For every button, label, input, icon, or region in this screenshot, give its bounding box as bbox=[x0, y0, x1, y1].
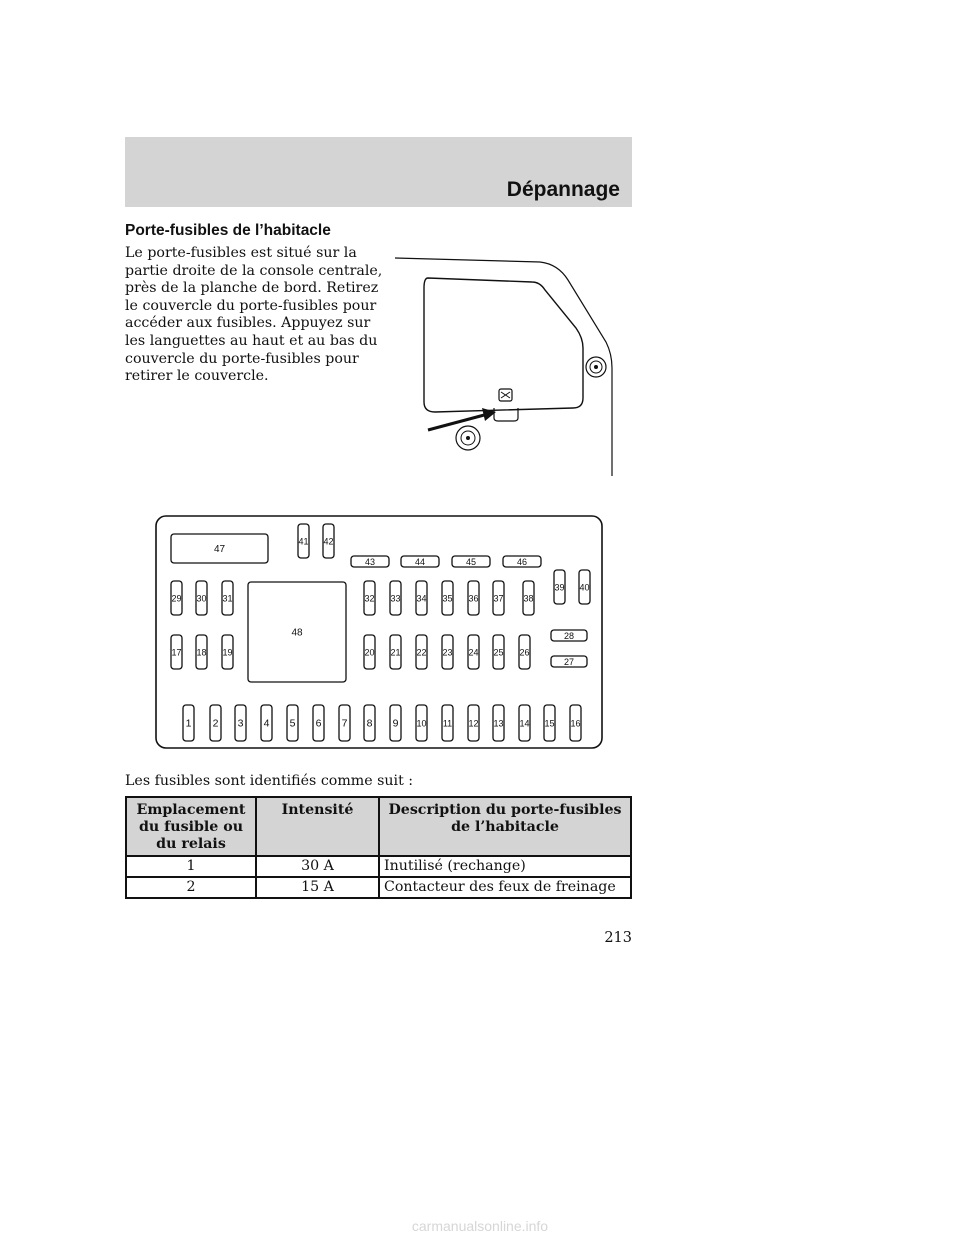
fuse-slot-21 bbox=[390, 635, 401, 669]
fuse-label: 47 bbox=[213, 544, 226, 555]
cell-location: 2 bbox=[126, 877, 256, 898]
cell-description: Contacteur des feux de freinage bbox=[379, 877, 631, 898]
fuse-label: 17 bbox=[171, 647, 182, 658]
fuse-cover-illustration bbox=[380, 250, 620, 480]
release-tab-icon bbox=[499, 389, 512, 401]
fuse-label: 35 bbox=[442, 593, 453, 604]
fuse-label: 38 bbox=[523, 593, 534, 604]
fuse-slot-19 bbox=[222, 635, 233, 669]
fuse-slot-20 bbox=[364, 635, 375, 669]
fuse-slot-3 bbox=[235, 705, 246, 741]
header-band bbox=[125, 137, 632, 207]
fuse-slot-40 bbox=[579, 570, 590, 604]
fuse-slot-16 bbox=[570, 705, 581, 741]
table-header-row bbox=[126, 797, 631, 856]
fuse-slot-36 bbox=[468, 581, 479, 615]
fuse-slot-33 bbox=[390, 581, 401, 615]
fuse-label: 14 bbox=[519, 718, 530, 729]
fuse-label: 32 bbox=[364, 593, 375, 604]
fuse-slot-35 bbox=[442, 581, 453, 615]
fuse-label: 25 bbox=[493, 647, 504, 658]
table-row bbox=[126, 856, 631, 877]
fuse-slot-22 bbox=[416, 635, 427, 669]
fuse-slot-27 bbox=[551, 656, 587, 667]
fuse-slot-8 bbox=[364, 705, 375, 741]
screw-head-icon bbox=[586, 357, 606, 377]
fuse-slot-4 bbox=[261, 705, 272, 741]
fuse-slot-30 bbox=[196, 581, 207, 615]
fuse-label: 44 bbox=[414, 557, 426, 567]
fuse-slot-39 bbox=[554, 570, 565, 604]
fuse-label: 45 bbox=[465, 557, 477, 567]
fuse-table bbox=[125, 796, 632, 899]
fuse-slot-32 bbox=[364, 581, 375, 615]
fuse-slot-13 bbox=[493, 705, 504, 741]
fuse-slot-9 bbox=[390, 705, 401, 741]
fuse-slot-17 bbox=[171, 635, 182, 669]
fuse-slot-12 bbox=[468, 705, 479, 741]
fuse-slot-45 bbox=[452, 556, 490, 567]
fuse-label: 13 bbox=[493, 718, 504, 729]
fuse-label: 37 bbox=[493, 593, 504, 604]
fuse-label: 6 bbox=[315, 717, 322, 730]
fuse-slot-15 bbox=[544, 705, 555, 741]
fuse-slot-37 bbox=[493, 581, 504, 615]
fuse-label: 29 bbox=[171, 593, 182, 604]
fuse-label: 7 bbox=[341, 717, 348, 730]
fuse-label: 36 bbox=[468, 593, 479, 604]
cell-amperage: 15 A bbox=[256, 877, 379, 898]
fuse-label: 42 bbox=[323, 536, 334, 547]
fuse-label: 19 bbox=[222, 647, 233, 658]
fuse-label: 5 bbox=[289, 717, 296, 730]
fuse-slot-7 bbox=[339, 705, 350, 741]
fuse-slot-23 bbox=[442, 635, 453, 669]
screw-head-icon bbox=[456, 426, 480, 450]
fuse-label: 43 bbox=[364, 557, 376, 567]
cell-location: 1 bbox=[126, 856, 256, 877]
page-number: 213 bbox=[604, 930, 632, 946]
fuse-slot-44 bbox=[401, 556, 439, 567]
fuse-slot-25 bbox=[493, 635, 504, 669]
fuse-slot-42 bbox=[323, 524, 334, 558]
fuse-slot-11 bbox=[442, 705, 453, 741]
section-title: Dépannage bbox=[506, 178, 620, 201]
fuse-slot-31 bbox=[222, 581, 233, 615]
fuse-slot-24 bbox=[468, 635, 479, 669]
fuse-label: 15 bbox=[544, 718, 555, 729]
fuse-label: 27 bbox=[563, 657, 575, 667]
fuse-label: 31 bbox=[222, 593, 233, 604]
cell-description: Inutilisé (rechange) bbox=[379, 856, 631, 877]
fuse-slot-14 bbox=[519, 705, 530, 741]
table-row bbox=[126, 877, 631, 898]
header-description: Description du porte-fusibles de l’habitacle bbox=[379, 797, 631, 856]
fuse-slot-41 bbox=[298, 524, 309, 558]
fuse-label: 28 bbox=[563, 631, 575, 641]
fuse-label: 30 bbox=[196, 593, 207, 604]
fuse-label: 24 bbox=[468, 647, 479, 658]
header-location: Emplacement du fusible ou du relais bbox=[126, 797, 256, 856]
fuse-label: 46 bbox=[516, 557, 528, 567]
watermark: carmanualsonline.info bbox=[411, 1218, 549, 1234]
fuse-label: 20 bbox=[364, 647, 375, 658]
fuse-label: 21 bbox=[390, 647, 401, 658]
fuse-label: 1 bbox=[185, 717, 192, 730]
subheading: Porte-fusibles de l’habitacle bbox=[125, 222, 331, 239]
fuse-label: 41 bbox=[298, 536, 309, 547]
fuse-label: 23 bbox=[442, 647, 453, 658]
fuse-label: 11 bbox=[442, 718, 453, 729]
fuse-label: 4 bbox=[263, 717, 270, 730]
fuse-label: 9 bbox=[392, 717, 399, 730]
fuse-slot-18 bbox=[196, 635, 207, 669]
fuse-slot-1 bbox=[183, 705, 194, 741]
fuse-label: 22 bbox=[416, 647, 427, 658]
fuse-slot-29 bbox=[171, 581, 182, 615]
fuse-slot-5 bbox=[287, 705, 298, 741]
fuse-label: 2 bbox=[212, 717, 219, 730]
fuse-slot-28 bbox=[551, 630, 587, 641]
fuse-label: 18 bbox=[196, 647, 207, 658]
fuse-label: 8 bbox=[366, 717, 373, 730]
cell-amperage: 30 A bbox=[256, 856, 379, 877]
fuse-label: 12 bbox=[468, 718, 479, 729]
fuse-label: 10 bbox=[416, 718, 427, 729]
fuse-slot-46 bbox=[503, 556, 541, 567]
fuse-label: 39 bbox=[554, 582, 565, 593]
fuse-slot-6 bbox=[313, 705, 324, 741]
fuse-label: 3 bbox=[237, 717, 244, 730]
fuse-label: 34 bbox=[416, 593, 427, 604]
fuse-slot-48 bbox=[248, 582, 346, 682]
fuse-slot-43 bbox=[351, 556, 389, 567]
fuse-slot-47 bbox=[171, 534, 268, 563]
table-caption: Les fusibles sont identifiés comme suit : bbox=[125, 773, 414, 789]
header-amperage: Intensité bbox=[256, 797, 379, 856]
fuse-label: 48 bbox=[291, 627, 303, 639]
fuse-label: 26 bbox=[519, 647, 530, 658]
fuse-slot-34 bbox=[416, 581, 427, 615]
intro-paragraph: Le porte-fusibles est situé sur la partie droite de la console centrale, près de la planche de bord. Retirez le couvercle du porte-fusibles pour accéder aux fusibles. Appuyez sur les languettes au haut et au bas du couvercle du porte-fusibles pour retirer le couvercle. bbox=[125, 245, 383, 385]
fuse-label: 16 bbox=[570, 718, 581, 729]
fuse-slot-38 bbox=[523, 581, 534, 615]
fuse-slot-2 bbox=[210, 705, 221, 741]
fuse-label: 33 bbox=[390, 593, 401, 604]
fuse-panel-diagram bbox=[155, 515, 605, 751]
fuse-slot-26 bbox=[519, 635, 530, 669]
fuse-slot-10 bbox=[416, 705, 427, 741]
fuse-label: 40 bbox=[579, 582, 590, 593]
